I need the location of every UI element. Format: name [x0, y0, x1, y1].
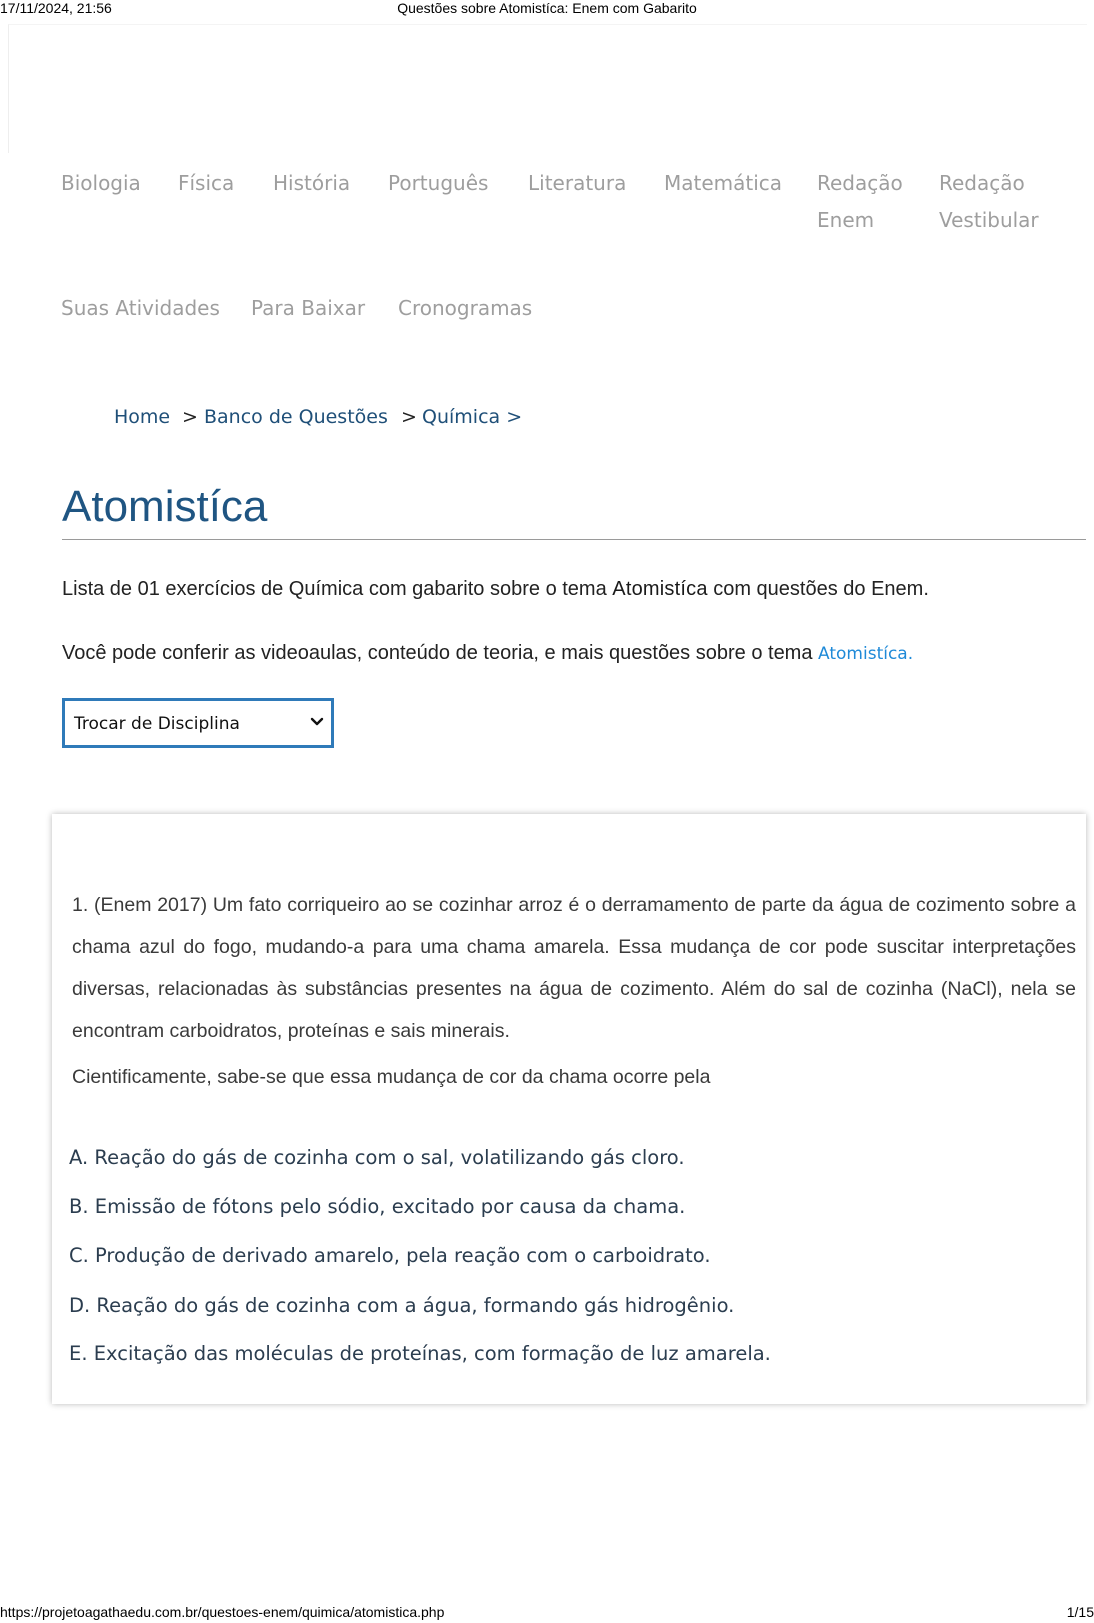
discipline-select-label: Trocar de Disciplina [74, 714, 240, 734]
nav-item-historia[interactable]: História [273, 171, 351, 195]
print-footer [0, 1604, 1094, 1622]
nav-item-redacao-vestibular-line1: Redação [939, 171, 1025, 195]
option-c[interactable]: C. Produção de derivado amarelo, pela reação com o carboidrato. [69, 1244, 711, 1267]
intro-topic: Atomistíca [612, 578, 708, 600]
breadcrumb-banco-de-questoes[interactable]: Banco de Questões [204, 406, 388, 428]
chevron-down-icon [309, 713, 325, 729]
breadcrumb-separator: > [401, 406, 417, 428]
nav-item-redacao-enem[interactable] [817, 165, 903, 239]
nav-item-para-baixar[interactable]: Para Baixar [251, 296, 366, 320]
nav-item-cronogramas[interactable]: Cronogramas [398, 296, 533, 320]
option-d[interactable]: D. Reação do gás de cozinha com a água, formando gás hidrogênio. [69, 1294, 735, 1317]
breadcrumb-home[interactable]: Home [114, 406, 171, 428]
intro-after: com questões do Enem. [707, 578, 929, 600]
question-prompt: Cientificamente, sabe-se que essa mudança de cor da chama ocorre pela [72, 1066, 711, 1088]
nav-item-fisica[interactable]: Física [178, 171, 235, 195]
nav-item-redacao-enem-line1: Redação [817, 171, 903, 195]
intro-text [62, 578, 929, 601]
nav-item-matematica[interactable]: Matemática [664, 171, 783, 195]
print-page-number: 1/15 [1066, 1604, 1094, 1620]
breadcrumb-separator: > [182, 406, 198, 428]
breadcrumb-quimica[interactable]: Química > [422, 406, 523, 428]
print-datetime: 17/11/2024, 21:56 [0, 0, 112, 16]
option-a[interactable]: A. Reação do gás de cozinha com o sal, volatilizando gás cloro. [69, 1146, 685, 1169]
site-header-area [8, 24, 1087, 153]
more-text-body: Você pode conferir as videoaulas, conteúdo de teoria, e mais questões sobre o tema [62, 642, 819, 664]
discipline-select[interactable] [62, 698, 334, 748]
topic-link[interactable]: Atomistíca. [818, 644, 914, 664]
more-text [62, 642, 913, 665]
nav-item-redacao-vestibular[interactable] [939, 165, 1039, 239]
intro-before: Lista de 01 exercícios de Química com gabarito sobre o tema [62, 578, 613, 600]
option-e[interactable]: E. Excitação das moléculas de proteínas, com formação de luz amarela. [69, 1342, 771, 1365]
print-url: https://projetoagathaedu.com.br/questoes-enem/quimica/atomistica.php [0, 1604, 445, 1620]
page-title: Atomistíca [62, 482, 268, 531]
nav-item-redacao-vestibular-line2: Vestibular [939, 208, 1039, 232]
option-b[interactable]: B. Emissão de fótons pelo sódio, excitado por causa da chama. [69, 1195, 686, 1218]
print-header [0, 0, 1094, 18]
nav-item-redacao-enem-line2: Enem [817, 208, 875, 232]
nav-item-biologia[interactable]: Biologia [61, 171, 141, 195]
question-text: 1. (Enem 2017) Um fato corriqueiro ao se cozinhar arroz é o derramamento de parte da água de cozimento sobre a chama azul do fogo, mudando-a para uma chama amarela. Essa mudança de cor pode suscitar interpretações diversas, relacionadas às substâncias presentes na água de cozimento. Além do sal de cozinha (NaCl), nela se encontram carboidratos, proteínas e sais minerais. [72, 894, 1076, 1042]
nav-item-literatura[interactable]: Literatura [528, 171, 627, 195]
nav-item-portugues[interactable]: Português [388, 171, 489, 195]
print-title: Questões sobre Atomistíca: Enem com Gabarito [397, 0, 697, 16]
nav-item-suas-atividades[interactable]: Suas Atividades [61, 296, 220, 320]
title-divider [62, 539, 1086, 540]
